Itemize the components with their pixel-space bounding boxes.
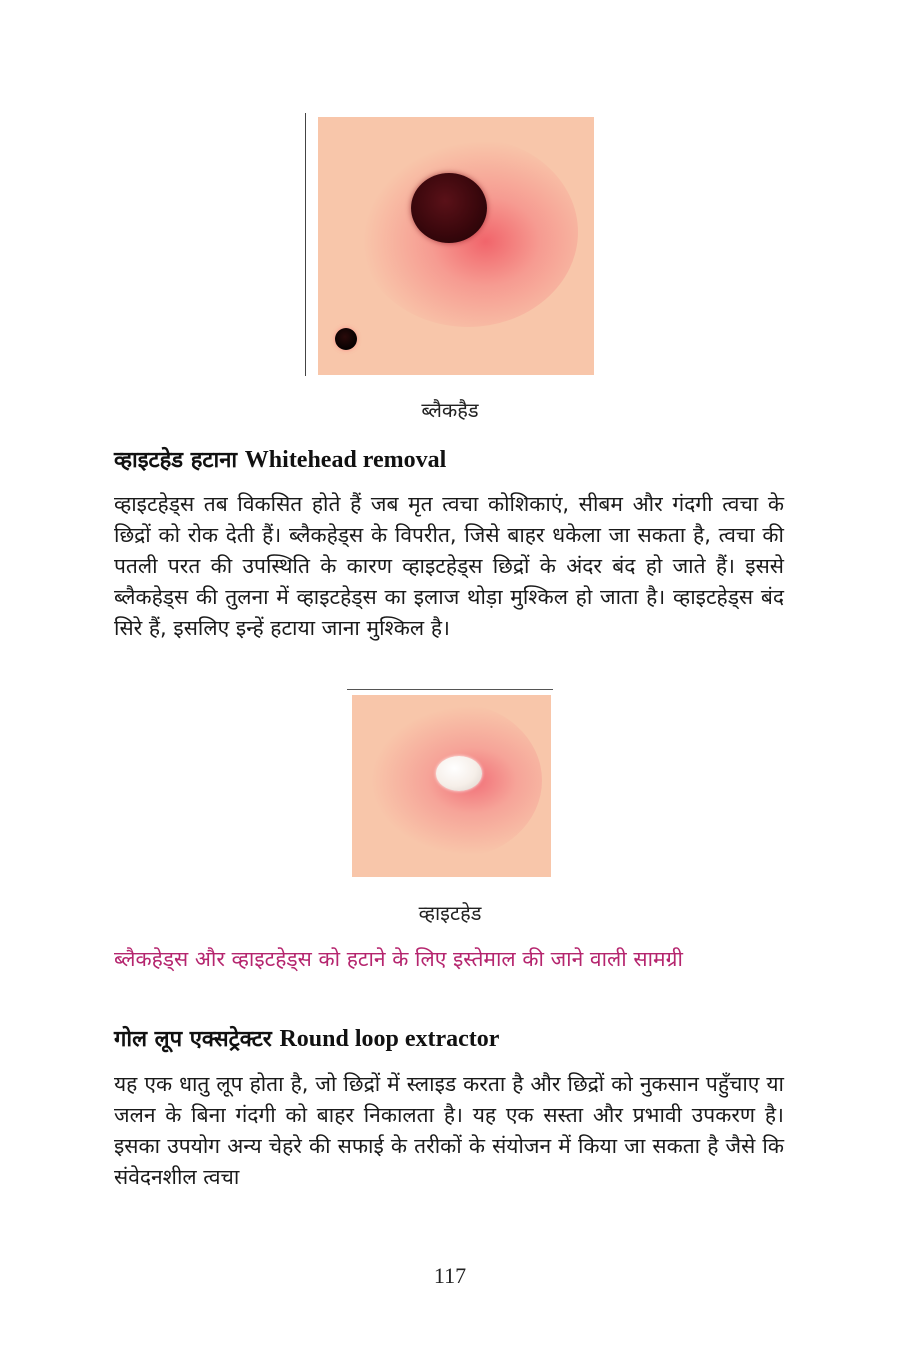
heading-hindi: गोल लूप एक्सट्रेक्टर	[114, 1027, 272, 1052]
small-blackhead-dot	[335, 328, 357, 350]
whitehead-bump	[436, 756, 482, 791]
figure-rule	[347, 689, 553, 690]
heading-english: Whitehead removal	[244, 447, 447, 473]
whitehead-illustration	[352, 695, 551, 877]
materials-heading: ब्लैकहेड्स और व्हाइटहेड्स को हटाने के लिए इस्तेमाल की जाने वाली सामग्री	[114, 947, 683, 971]
blackhead-dot	[411, 173, 487, 243]
extractor-paragraph: यह एक धातु लूप होता है, जो छिद्रों में स्लाइड करता है और छिद्रों को नुकसान पहुँचाए या जलन के बिना गंदगी को बाहर निकालता है। यह एक सस्ता और प्रभावी उपकरण है। इसका उपयोग अन्य चेहरे की सफाई के तरीकों के संयोजन में किया जा सकता है जैसे कि संवेदनशील त्वचा	[114, 1072, 784, 1189]
whitehead-removal-heading	[114, 444, 446, 474]
blackhead-caption: ब्लैकहैड	[421, 398, 479, 422]
whitehead-paragraph: व्हाइटहेड्स तब विकसित होते हैं जब मृत त्वचा कोशिकाएं, सीबम और गंदगी त्वचा के छिद्रों को रोक देती हैं। ब्लैकहेड्स के विपरीत, जिसे बाहर धकेला जा सकता है, त्वचा की पतली परत की उपस्थिति के कारण व्हाइटहेड्स छिद्रों के अंदर बंद हो जाते हैं। इससे ब्लैकहेड्स की तुलना में व्हाइटहेड्स का इलाज थोड़ा मुश्किल हो जाता है। व्हाइटहेड्स बंद सिरे हैं, इसलिए इन्हें हटाया जाना मुश्किल है।	[114, 492, 784, 640]
round-loop-extractor-heading	[114, 1023, 499, 1053]
heading-english: Round loop extractor	[279, 1026, 500, 1052]
page-number: 117	[433, 1263, 467, 1288]
heading-hindi: व्हाइटहेड हटाना	[114, 448, 238, 473]
whitehead-caption: व्हाइटहेड	[418, 901, 482, 925]
figure-rule	[305, 113, 306, 376]
blackhead-illustration	[318, 117, 594, 375]
